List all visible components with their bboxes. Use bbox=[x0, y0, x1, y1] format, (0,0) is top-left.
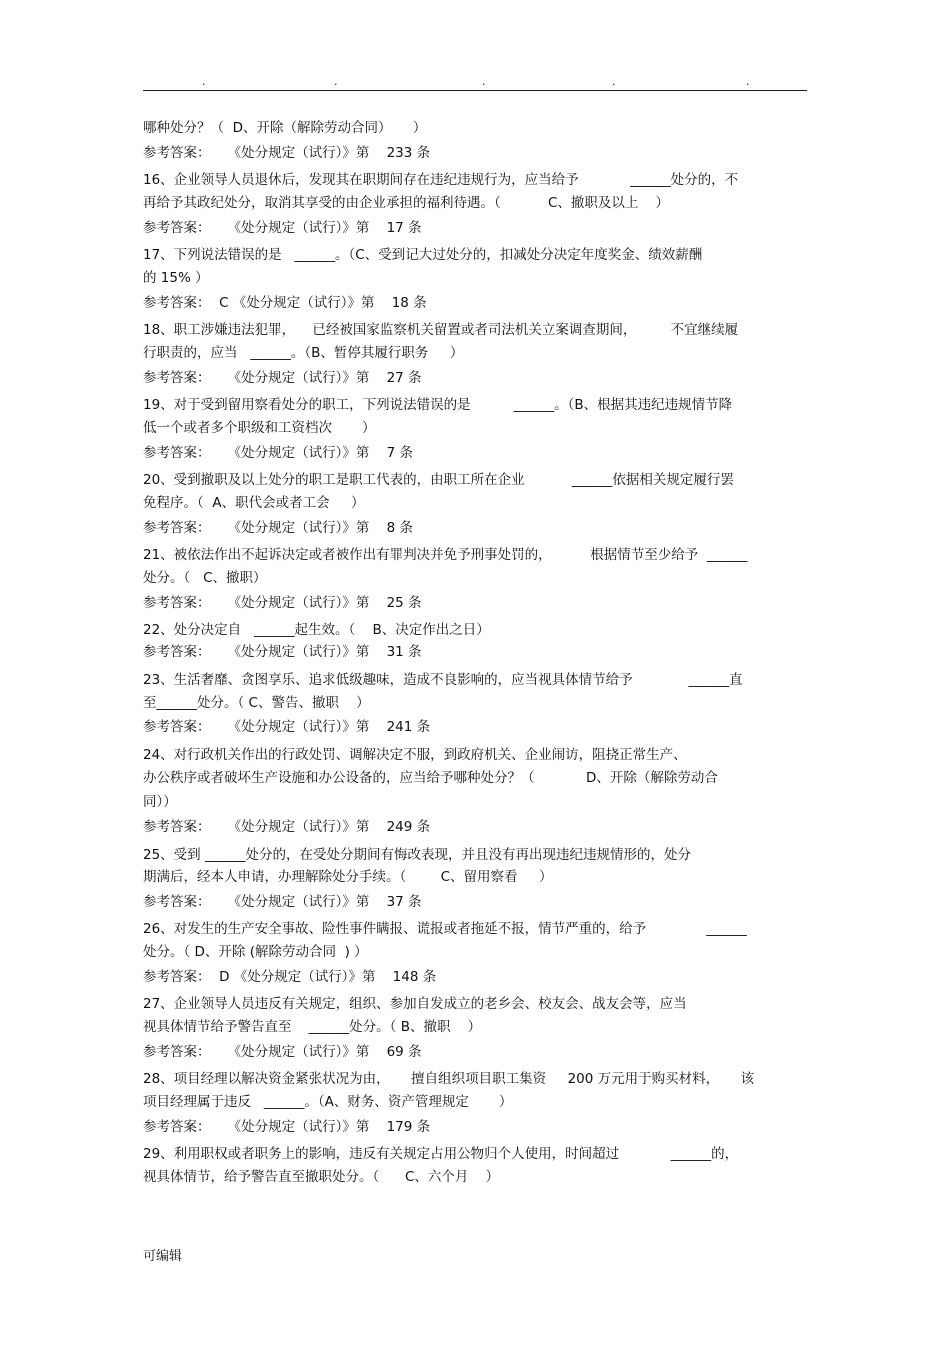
answer-line: 参考答案： C 《处分规定（试行）》第 18 条 bbox=[143, 295, 427, 311]
question-line: 期满后，经本人申请，办理解除处分手续。（ C、留用察看 ） bbox=[143, 869, 553, 885]
question-line: 20、受到撤职及以上处分的职工是职工代表的，由职工所在企业 ______依据相关规定履行罢 bbox=[143, 472, 734, 488]
answer-line: 参考答案： 《处分规定（试行）》第 233 条 bbox=[143, 145, 431, 161]
question-line: 视具体情节，给予警告直至撤职处分。（ C、六个月 ） bbox=[143, 1169, 500, 1185]
question-line: 28、项目经理以解决资金紧张状况为由， 擅自组织项目职工集资 200 万元用于购买材料， 该 bbox=[143, 1071, 755, 1087]
footer-text: 可编辑 bbox=[143, 1249, 183, 1264]
question-line: 项目经理属于违反 ______。（A、财务、资产管理规定 ） bbox=[143, 1094, 513, 1110]
header-rule bbox=[143, 90, 807, 91]
answer-line: 参考答案： 《处分规定（试行）》第 27 条 bbox=[143, 370, 422, 386]
answer-line: 参考答案： 《处分规定（试行）》第 241 条 bbox=[143, 719, 431, 735]
question-line: 低一个或者多个职级和工资档次 ） bbox=[143, 420, 376, 436]
question-line: 办公秩序或者破坏生产设施和办公设备的，应当给予哪种处分？（ D、开除（解除劳动合 bbox=[143, 770, 718, 786]
question-line: 19、对于受到留用察看处分的职工，下列说法错误的是 ______。（B、根据其违纪违规情节降 bbox=[143, 397, 733, 413]
question-line: 16、企业领导人员退休后，发现其在职期间存在违纪违规行为，应当给予 ______处分的，不 bbox=[143, 172, 739, 188]
question-line: 同）） bbox=[143, 794, 177, 810]
question-line: 27、企业领导人员违反有关规定，组织、参加自发成立的老乡会、校友会、战友会等，应当 bbox=[143, 996, 687, 1012]
answer-line: 参考答案： 《处分规定（试行）》第 17 条 bbox=[143, 220, 422, 236]
question-line: 25、受到 ______处分的，在受处分期间有悔改表现，并且没有再出现违纪违规情形的，处分 bbox=[143, 847, 691, 863]
answer-line: 参考答案： 《处分规定（试行）》第 31 条 bbox=[143, 644, 422, 660]
answer-line: 参考答案： 《处分规定（试行）》第 8 条 bbox=[143, 520, 413, 536]
question-line: 再给予其政纪处分，取消其享受的由企业承担的福利待遇。（ C、撤职及以上 ） bbox=[143, 195, 670, 211]
question-line: 29、利用职权或者职务上的影响，违反有关规定占用公物归个人使用，时间超过 ______的， bbox=[143, 1146, 739, 1162]
question-line: 处分。（ D、开除 (解除劳动合同 ) ） bbox=[143, 944, 368, 960]
header-dot: . bbox=[612, 75, 616, 88]
question-line: 17、下列说法错误的是 ______。（C、受到记大过处分的，扣减处分决定年度奖金、绩效薪酬 bbox=[143, 247, 703, 263]
header-dot: . bbox=[746, 75, 750, 88]
question-line: 26、对发生的生产安全事故、险性事件瞒报、谎报或者拖延不报，情节严重的，给予 ______ bbox=[143, 921, 747, 937]
question-line: 的 15% ） bbox=[143, 270, 209, 286]
question-line: 18、职工涉嫌违法犯罪， 已经被国家监察机关留置或者司法机关立案调查期间， 不宜继续履 bbox=[143, 322, 739, 338]
answer-line: 参考答案： 《处分规定（试行）》第 37 条 bbox=[143, 894, 422, 910]
question-line: 至______处分。（ C、警告、撤职 ） bbox=[143, 695, 370, 711]
question-line: 23、生活奢靡、贪图享乐、追求低级趣味，造成不良影响的，应当视具体情节给予 ______直 bbox=[143, 672, 743, 688]
question-line: 视具体情节给予警告直至 ______处分。（ B、撤职 ） bbox=[143, 1019, 482, 1035]
question-line: 处分。（ C、撤职） bbox=[143, 570, 267, 586]
header-dot: . bbox=[482, 75, 486, 88]
question-line: 21、被依法作出不起诉决定或者被作出有罪判决并免予刑事处罚的， 根据情节至少给予 ______ bbox=[143, 547, 748, 563]
answer-line: 参考答案： 《处分规定（试行）》第 179 条 bbox=[143, 1119, 431, 1135]
answer-line: 参考答案： 《处分规定（试行）》第 7 条 bbox=[143, 445, 413, 461]
question-line: 22、处分决定自 ______起生效。（ B、决定作出之日） bbox=[143, 622, 490, 638]
answer-line: 参考答案： 《处分规定（试行）》第 69 条 bbox=[143, 1044, 422, 1060]
question-line: 行职责的，应当 ______。（B、暂停其履行职务 ） bbox=[143, 345, 464, 361]
text-line: 哪种处分？（ D、开除（解除劳动合同） ） bbox=[143, 120, 427, 136]
answer-line: 参考答案： 《处分规定（试行）》第 25 条 bbox=[143, 595, 422, 611]
header-dot: . bbox=[334, 75, 338, 88]
answer-line: 参考答案： D 《处分规定（试行）》第 148 条 bbox=[143, 969, 437, 985]
question-line: 24、对行政机关作出的行政处罚、调解决定不服，到政府机关、企业闹访，阻挠正常生产、 bbox=[143, 747, 687, 763]
question-line: 免程序。（ A、职代会或者工会 ） bbox=[143, 495, 365, 511]
header-dot: . bbox=[202, 75, 206, 88]
answer-line: 参考答案： 《处分规定（试行）》第 249 条 bbox=[143, 819, 431, 835]
